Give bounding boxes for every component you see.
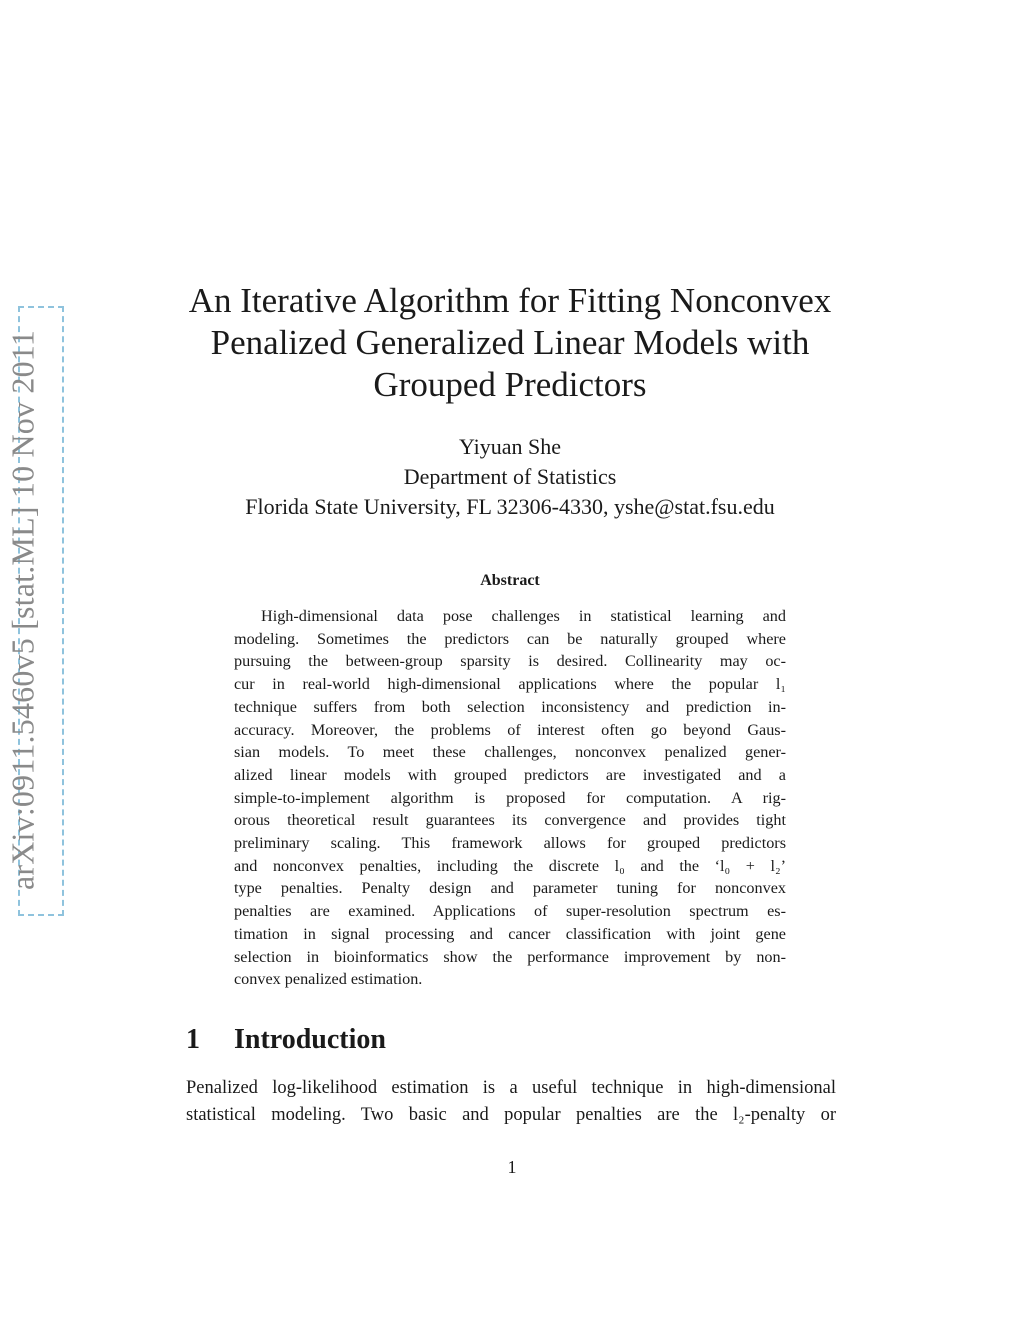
abstract-line: technique suffers from both selection inconsistency and prediction in- [234,697,786,716]
section-title: Introduction [234,1024,386,1055]
abstract-line: timation in signal processing and cancer classification with joint gene [234,924,786,943]
abstract-line: penalties are examined. Applications of super-resolution spectrum es- [234,902,786,921]
page-number: 1 [507,1157,517,1177]
abstract-line: and nonconvex penalties, including the discrete l₀ and the ‘l₀ + l₂’ [234,856,786,875]
title-line: An Iterative Algorithm for Fitting Nonconvex [188,281,832,320]
abstract-line: sian models. To meet these challenges, nonconvex penalized gener- [234,743,786,762]
abstract-line: accuracy. Moreover, the problems of interest often go beyond Gaus- [234,720,786,739]
abstract-heading: Abstract [480,572,540,589]
arxiv-identifier[interactable]: arXiv:0911.5460v5 [stat.ML] 10 Nov 2011 [4,329,41,891]
title-line: Grouped Predictors [373,365,647,404]
abstract-line: pursuing the between-group sparsity is desired. Collinearity may oc- [234,652,786,671]
author-affiliation: Florida State University, FL 32306-4330, yshe@stat.fsu.edu [245,494,775,519]
author-department: Department of Statistics [403,464,617,489]
author-block [120,432,900,522]
abstract-line: preliminary scaling. This framework allows for grouped predictors [234,834,786,853]
abstract-line: modeling. Sometimes the predictors can be naturally grouped where [234,629,786,648]
abstract-body [234,605,786,991]
abstract-line: type penalties. Penalty design and parameter tuning for nonconvex [234,879,786,898]
abstract-line: cur in real-world high-dimensional applications where the popular l₁ [234,675,786,694]
abstract-line: selection in bioinformatics show the performance improvement by non- [234,947,786,966]
intro-line: statistical modeling. Two basic and popular penalties are the l₂-penalty or [186,1105,836,1125]
intro-line: Penalized log-likelihood estimation is a useful technique in high-dimensional [186,1078,836,1098]
section-heading [186,1024,386,1056]
abstract-line: High-dimensional data pose challenges in statistical learning and [261,607,786,625]
intro-paragraph [186,1075,836,1129]
title-line: Penalized Generalized Linear Models with [210,323,810,362]
section-number: 1 [186,1024,200,1055]
author-name: Yiyuan She [458,434,562,459]
abstract-line: convex penalized estimation. [234,970,423,989]
abstract-line: orous theoretical result guarantees its convergence and provides tight [234,811,786,830]
paper-title [120,280,900,406]
abstract-line: alized linear models with grouped predictors are investigated and a [234,765,786,784]
abstract-line: simple-to-implement algorithm is proposed for computation. A rig- [234,788,786,807]
